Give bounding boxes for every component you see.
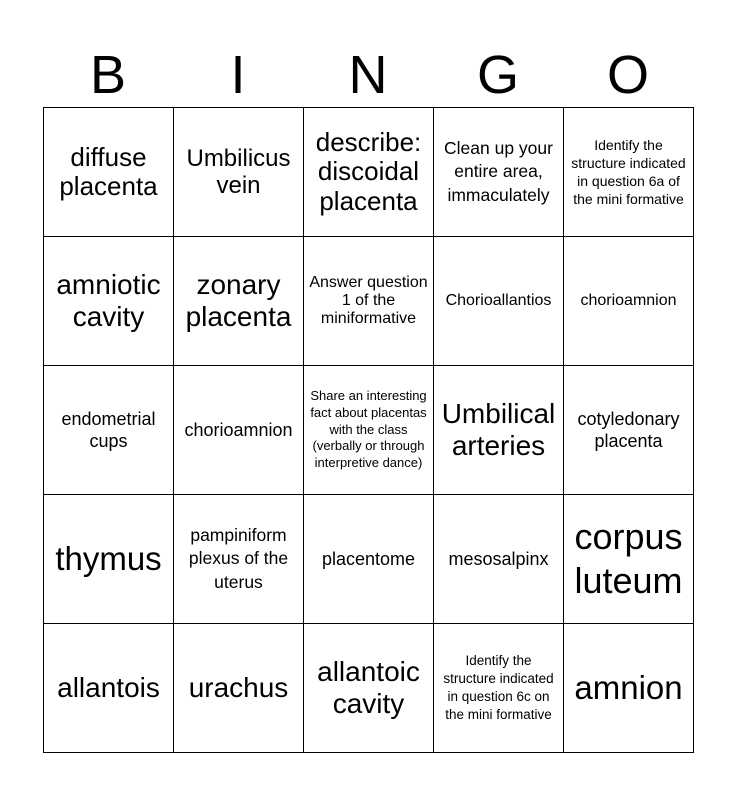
bingo-board [43,107,694,753]
bingo-cell[interactable]: Identify the structure indicated in question 6c on the mini formative [434,624,564,753]
header-letter-b: B [89,45,127,105]
board-row [44,624,694,753]
bingo-cell[interactable]: urachus [174,624,304,753]
bingo-cell[interactable]: pampiniform plexus of the uterus [174,495,304,624]
bingo-cell[interactable]: mesosalpinx [434,495,564,624]
board-row [44,495,694,624]
bingo-cell[interactable]: endometrial cups [44,366,174,495]
bingo-cell[interactable]: diffuse placenta [44,108,174,237]
bingo-cell[interactable]: cotyledonary placenta [564,366,694,495]
header-letter-n: N [348,45,388,105]
header-letter-o: O [606,45,649,105]
bingo-cell[interactable]: Answer question 1 of the miniformative [304,237,434,366]
bingo-cell[interactable]: allantoic cavity [304,624,434,753]
bingo-cell[interactable]: thymus [44,495,174,624]
header-letter-g: G [476,45,519,105]
bingo-cell[interactable]: Chorioallantios [434,237,564,366]
board-row [44,237,694,366]
bingo-cell[interactable]: Clean up your entire area, immaculately [434,108,564,237]
bingo-cell[interactable]: Umbilical arteries [434,366,564,495]
bingo-cell[interactable]: corpus luteum [564,495,694,624]
bingo-cell[interactable]: amniotic cavity [44,237,174,366]
bingo-cell[interactable]: Umbilicus vein [174,108,304,237]
bingo-cell[interactable]: placentome [304,495,434,624]
bingo-cell[interactable]: allantois [44,624,174,753]
bingo-cell[interactable]: zonary placenta [174,237,304,366]
bingo-cell[interactable]: chorioamnion [174,366,304,495]
bingo-cell[interactable]: describe: discoidal placenta [304,108,434,237]
bingo-header [43,44,693,106]
bingo-cell[interactable]: amnion [564,624,694,753]
bingo-cell[interactable]: Identify the structure indicated in question 6a of the mini formative [564,108,694,237]
board-row [44,366,694,495]
board-row [44,108,694,237]
header-letter-i: I [230,45,246,105]
bingo-cell[interactable]: Share an interesting fact about placentas with the class (verbally or through interpretive dance) [304,366,434,495]
bingo-cell[interactable]: chorioamnion [564,237,694,366]
